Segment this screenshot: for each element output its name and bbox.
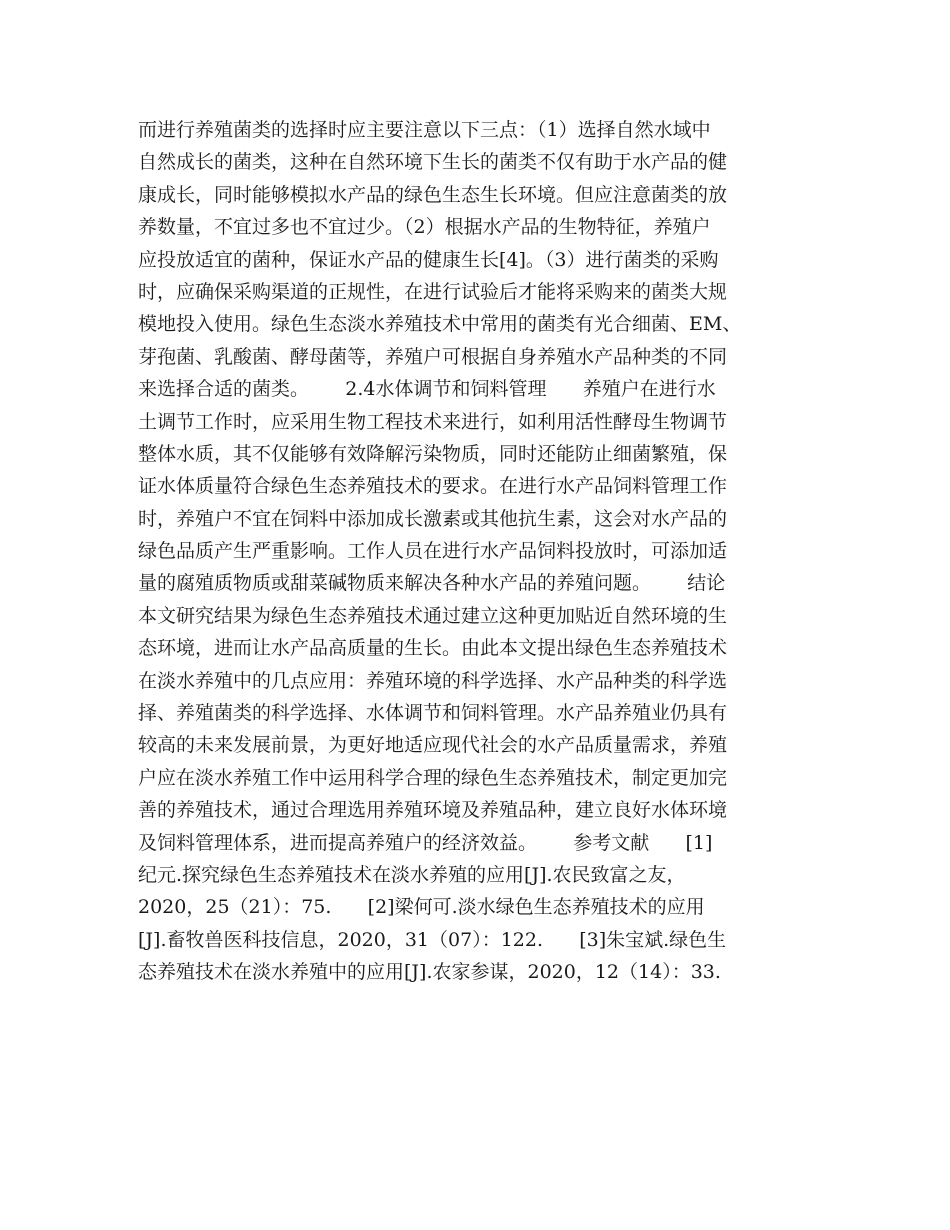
text-line: 土调节工作时，应采用生物工程技术来进行，如利用活性酵母生物调节 [138, 410, 728, 433]
text-line: 及饲料管理体系，进而提高养殖户的经济效益。 参考文献 [1] [138, 831, 713, 854]
text-line: 自然成长的菌类，这种在自然环境下生长的菌类不仅有助于水产品的健 [138, 151, 728, 174]
text-line: 户应在淡水养殖工作中运用科学合理的绿色生态养殖技术，制定更加完 [138, 766, 728, 789]
text-line: 养数量，不宜过多也不宜过少。（2）根据水产品的生物特征，养殖户 [138, 216, 711, 239]
text-line: 量的腐殖质物质或甜菜碱物质来解决各种水产品的养殖问题。 结论 [138, 572, 726, 595]
text-line: 在淡水养殖中的几点应用：养殖环境的科学选择、水产品种类的科学选 [138, 669, 728, 692]
text-line: 整体水质，其不仅能够有效降解污染物质，同时还能防止细菌繁殖，保 [138, 442, 728, 465]
text-line: 纪元.探究绿色生态养殖技术在淡水养殖的应用[J].农民致富之友， [138, 863, 686, 886]
text-line: 态环境，进而让水产品高质量的生长。由此本文提出绿色生态养殖技术 [138, 637, 728, 660]
text-line: 康成长，同时能够模拟水产品的绿色生态生长环境。但应注意菌类的放 [138, 183, 728, 206]
text-line: [J].畜牧兽医科技信息，2020，31（07）：122. [3]朱宝斌.绿色生 [138, 928, 727, 951]
text-line: 时，养殖户不宜在饲料中添加成长激素或其他抗生素，这会对水产品的 [138, 507, 728, 530]
text-line: 时，应确保采购渠道的正规性，在进行试验后才能将采购来的菌类大规 [138, 280, 728, 303]
text-line: 芽孢菌、乳酸菌、酵母菌等，养殖户可根据自身养殖水产品种类的不同 [138, 345, 728, 368]
text-line: 善的养殖技术，通过合理选用养殖环境及养殖品种，建立良好水体环境 [138, 799, 728, 822]
text-line: 应投放适宜的菌种，保证水产品的健康生长[4]。（3）进行菌类的采购 [138, 248, 719, 271]
text-line: 而进行养殖菌类的选择时应主要注意以下三点：（1）选择自然水域中 [138, 119, 711, 141]
text-line: 本文研究结果为绿色生态养殖技术通过建立这种更加贴近自然环境的生 [138, 604, 728, 627]
text-line: 择、养殖菌类的科学选择、水体调节和饲料管理。水产品养殖业仍具有 [138, 702, 728, 725]
text-line: 2020，25（21）：75. [2]梁何可.淡水绿色生态养殖技术的应用 [138, 896, 705, 919]
text-line: 绿色品质产生严重影响。工作人员在进行水产品饲料投放时，可添加适 [138, 540, 728, 563]
body-text [138, 114, 828, 989]
text-line: 来选择合适的菌类。 2.4水体调节和饲料管理 养殖户在进行水 [138, 378, 716, 401]
text-line: 较高的未来发展前景，为更好地适应现代社会的水产品质量需求，养殖 [138, 734, 728, 757]
text-line: 证水体质量符合绿色生态养殖技术的要求。在进行水产品饲料管理工作 [138, 475, 728, 498]
text-line: 模地投入使用。绿色生态淡水养殖技术中常用的菌类有光合细菌、EM、 [138, 313, 742, 336]
text-line: 态养殖技术在淡水养殖中的应用[J].农家参谋，2020，12（14）：33. [138, 961, 721, 984]
